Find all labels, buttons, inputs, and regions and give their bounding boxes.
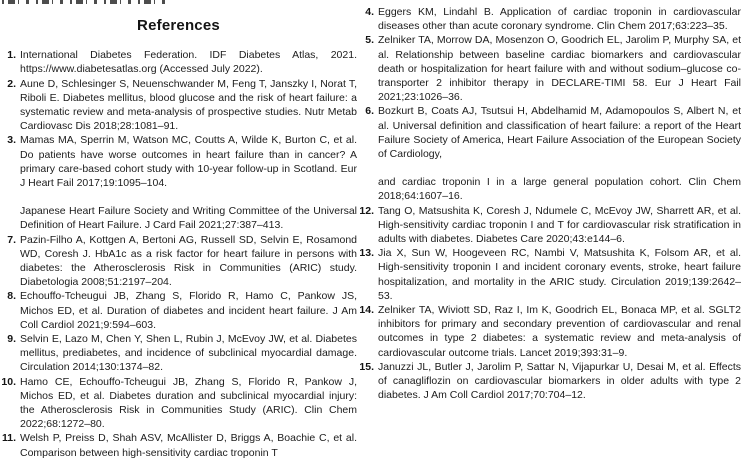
reference-number: 11. bbox=[1, 432, 16, 445]
reference-number: 13. bbox=[359, 247, 374, 260]
reference-item-2 bbox=[0, 77, 357, 134]
references-heading: References bbox=[137, 17, 220, 34]
page-break-gap bbox=[0, 190, 357, 204]
reference-text: Mamas MA, Sperrin M, Watson MC, Coutts A, Wilde K, Burton C, et al. Do patients have worse outcomes in heart failure than in cancer? A primary care-based cohort study with 10-year follow-up in Scotland. Eur J Heart Fail 2017;19:1095–104. bbox=[20, 134, 357, 190]
reference-item-5 bbox=[357, 33, 741, 104]
reference-number: 5. bbox=[365, 34, 374, 47]
reference-text: Echouffo-Tcheugui JB, Zhang S, Florido R, Hamo C, Pankow JS, Michos ED, et al. Duration of diabetes and incident heart failure. J Am Coll Cardiol 2021;9:594–603. bbox=[20, 290, 357, 331]
reference-text: Welsh P, Preiss D, Shah ASV, McAllister D, Briggs A, Boachie C, et al. Comparison between high-sensitivity cardiac troponin T bbox=[20, 432, 357, 459]
reference-number: 10. bbox=[1, 375, 16, 388]
reference-text: Eggers KM, Lindahl B. Application of cardiac troponin in cardiovascular diseases other than acute coronary syndrome. Clin Chem 2017;63:223–35. bbox=[378, 6, 741, 33]
reference-text: Aune D, Schlesinger S, Neuenschwander M, Feng T, Janszky I, Norat T, Riboli E. Diabetes mellitus, blood glucose and the risk of heart failure: a systematic review and meta-analysis of prospective studies. Nutr Metab Cardiovasc Dis 2018;28:1081–91. bbox=[20, 77, 357, 133]
right-column-refs bbox=[357, 0, 741, 161]
reference-text: Tang O, Matsushita K, Coresh J, Ndumele C, McEvoy JW, Sharrett AR, et al. High-sensitivity cardiac troponin I and T for cardiovascular risk stratification in adults with diabetes. Diabetes Care 2020;43:e144–6. bbox=[378, 204, 741, 246]
reference-item-11 bbox=[0, 431, 357, 459]
reference-item-6 bbox=[357, 104, 741, 161]
reference-number: 4. bbox=[365, 6, 374, 18]
reference-text: Selvin E, Lazo M, Chen Y, Shen L, Rubin J, McEvoy JW, et al. Diabetes mellitus, prediabetes, and incidence of subclinical myocardial damage. Circulation 2014;130:1374–82. bbox=[20, 333, 357, 374]
reference-item-3 bbox=[0, 133, 357, 190]
reference-number: 7. bbox=[7, 233, 16, 246]
reference-number: 12. bbox=[359, 204, 374, 217]
left-column bbox=[0, 0, 357, 460]
reference-text: International Diabetes Federation. IDF Diabetes Atlas, 2021. https://www.diabetesatlas.org (Accessed July 2022). bbox=[20, 49, 357, 76]
reference-item-7 bbox=[0, 233, 357, 290]
reference-item-4 bbox=[357, 5, 741, 33]
reference-number: 8. bbox=[7, 290, 16, 303]
reference-text: Zelniker TA, Morrow DA, Mosenzon O, Goodrich EL, Jarolim P, Murphy SA, et al. Relationship between baseline cardiac biomarkers and cardiovascular death or hospitalization for heart failure with and without sodium–glucose co-transporter 2 inhibitor therapy in DECLARE-TIMI 58. Eur J Heart Fail 2021;23:1026–36. bbox=[378, 34, 741, 104]
right-column bbox=[357, 0, 741, 402]
reference-item-14 bbox=[357, 303, 741, 360]
reference-number: 2. bbox=[7, 77, 16, 90]
reference-text: Hamo CE, Echouffo-Tcheugui JB, Zhang S, Florido R, Pankow J, Michos ED, et al. Diabetes duration and subclinical myocardial injury: the Atherosclerosis Risk in Communities Study (ARIC). Clin Chem 2022;68:1272–80. bbox=[20, 375, 357, 431]
reference-continuation-11: and cardiac troponin I in a large general population cohort. Clin Chem 2018;64:1607–16. bbox=[378, 176, 741, 203]
clipped-text-remnant bbox=[0, 0, 172, 6]
reference-number: 1. bbox=[7, 49, 16, 62]
page-break-gap bbox=[357, 161, 741, 175]
reference-item-8 bbox=[0, 289, 357, 332]
reference-item-9 bbox=[0, 332, 357, 375]
reference-item-1 bbox=[0, 48, 357, 76]
reference-number: 3. bbox=[7, 134, 16, 147]
reference-item-13 bbox=[357, 246, 741, 303]
reference-text: Pazin-Filho A, Kottgen A, Bertoni AG, Russell SD, Selvin E, Rosamond WD, Coresh J. HbA1c as a risk factor for heart failure in persons with diabetes: the Atherosclerosis Risk in Communities (ARIC) study. Diabetologia 2008;51:2197–204. bbox=[20, 233, 357, 289]
reference-item-10 bbox=[0, 375, 357, 432]
reference-text: Jia X, Sun W, Hoogeveen RC, Nambi V, Matsushita K, Folsom AR, et al. High-sensitivity troponin I and incident coronary events, stroke, heart failure hospitalization, and mortality in the ARIC study. Circulation 2019;139:2642–53. bbox=[378, 247, 741, 302]
reference-item-15 bbox=[357, 360, 741, 403]
reference-continuation-6: Japanese Heart Failure Society and Writing Committee of the Universal Definition of Heart Failure. J Card Fail 2021;27:387–413. bbox=[20, 205, 357, 232]
reference-text: Zelniker TA, Wiviott SD, Raz I, Im K, Goodrich EL, Bonaca MP, et al. SGLT2 inhibitors for primary and secondary prevention of cardiovascular and renal outcomes in type 2 diabetes: a systematic review and meta-analysis of cardiovascular outcome trials. Lancet 2019;393:31–9. bbox=[378, 304, 741, 359]
reference-number: 6. bbox=[365, 105, 374, 118]
reference-number: 15. bbox=[359, 360, 374, 373]
reference-text: Januzzi JL, Butler J, Jarolim P, Sattar N, Vijapurkar U, Desai M, et al. Effects of canagliflozin on cardiovascular biomarkers in older adults with type 2 diabetes. J Am Coll Cardiol 2017;70:704–12. bbox=[378, 360, 741, 402]
reference-item-12 bbox=[357, 204, 741, 247]
reference-number: 14. bbox=[359, 304, 374, 317]
reference-text: Bozkurt B, Coats AJ, Tsutsui H, Abdelhamid M, Adamopoulos S, Albert N, et al. Universal definition and classification of heart failure: a report of the Heart Failure Society of America, Heart Failure Association of the European Society of Cardiology, bbox=[378, 105, 741, 161]
reference-number: 9. bbox=[7, 333, 16, 346]
